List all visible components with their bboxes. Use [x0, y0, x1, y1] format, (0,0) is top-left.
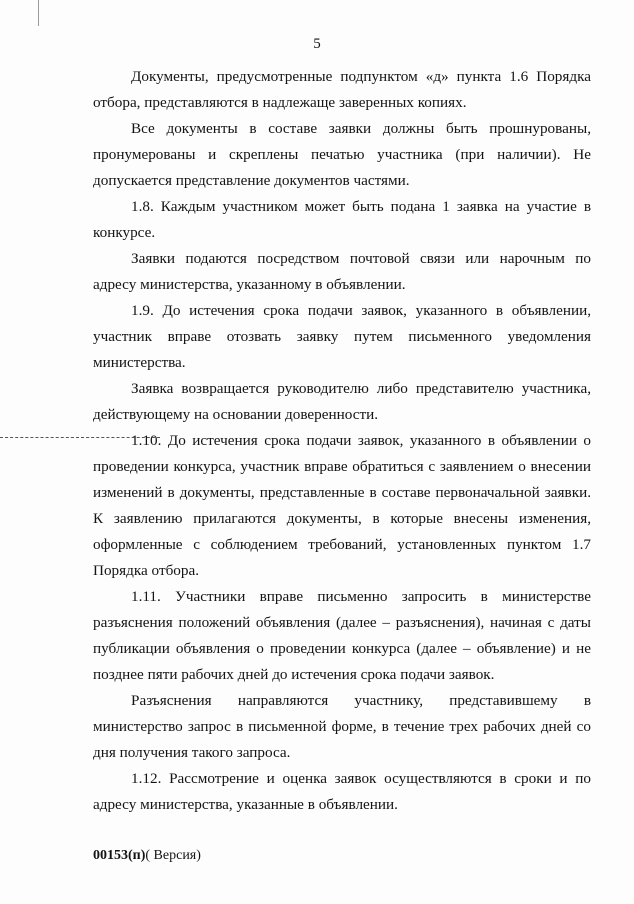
paragraph-clarifications: Разъяснения направляются участнику, представившему в министерство запрос в письменной форме, в течение трех рабочих дней со дня получения такого запроса.	[93, 692, 591, 761]
document-code: 00153(п)	[93, 848, 146, 863]
page-number: 5	[313, 36, 321, 52]
paragraph-1-8: 1.8. Каждым участником может быть подана 1 заявка на участие в конкурсе.	[93, 198, 591, 241]
paragraph-documents-copies: Документы, предусмотренные подпунктом «д» пункта 1.6 Порядка отбора, представляются в надлежаще заверенных копиях.	[93, 68, 591, 111]
scan-edge-line	[38, 0, 39, 26]
paragraph-1-9: 1.9. До истечения срока подачи заявок, указанного в объявлении, участник вправе отозвать заявку путем письменного уведомления министерства.	[93, 302, 591, 371]
document-footer	[93, 848, 201, 864]
paragraph-1-12: 1.12. Рассмотрение и оценка заявок осуществляются в сроки и по адресу министерства, указанные в объявлении.	[93, 770, 591, 813]
scan-dashed-mark	[0, 437, 160, 439]
paragraph-1-10: 1.10. До истечения срока подачи заявок, указанного в объявлении о проведении конкурса, участник вправе обратиться с заявлением о внесении изменений в документы, представленные в составе первоначальной заявки. К заявлению прилагаются документы, в которые внесены изменения, оформленные с соблюдением требований, установленных пунктом 1.7 Порядка отбора.	[93, 432, 591, 579]
paragraph-1-11: 1.11. Участники вправе письменно запросить в министерстве разъяснения положений объявления (далее – разъяснения), начиная с даты публикации объявления о проведении конкурса (далее – объявление) и не позднее пяти рабочих дней до истечения срока подачи заявок.	[93, 588, 591, 683]
paragraph-application-return: Заявка возвращается руководителю либо представителю участника, действующему на основании доверенности.	[93, 380, 591, 423]
document-version: ( Версия)	[145, 848, 201, 863]
paragraph-submission-method: Заявки подаются посредством почтовой связи или нарочным по адресу министерства, указанному в объявлении.	[93, 250, 591, 293]
paragraph-documents-binding: Все документы в составе заявки должны быть прошнурованы, пронумерованы и скреплены печатью участника (при наличии). Не допускается представление документов частями.	[93, 120, 591, 189]
document-body	[93, 64, 591, 818]
